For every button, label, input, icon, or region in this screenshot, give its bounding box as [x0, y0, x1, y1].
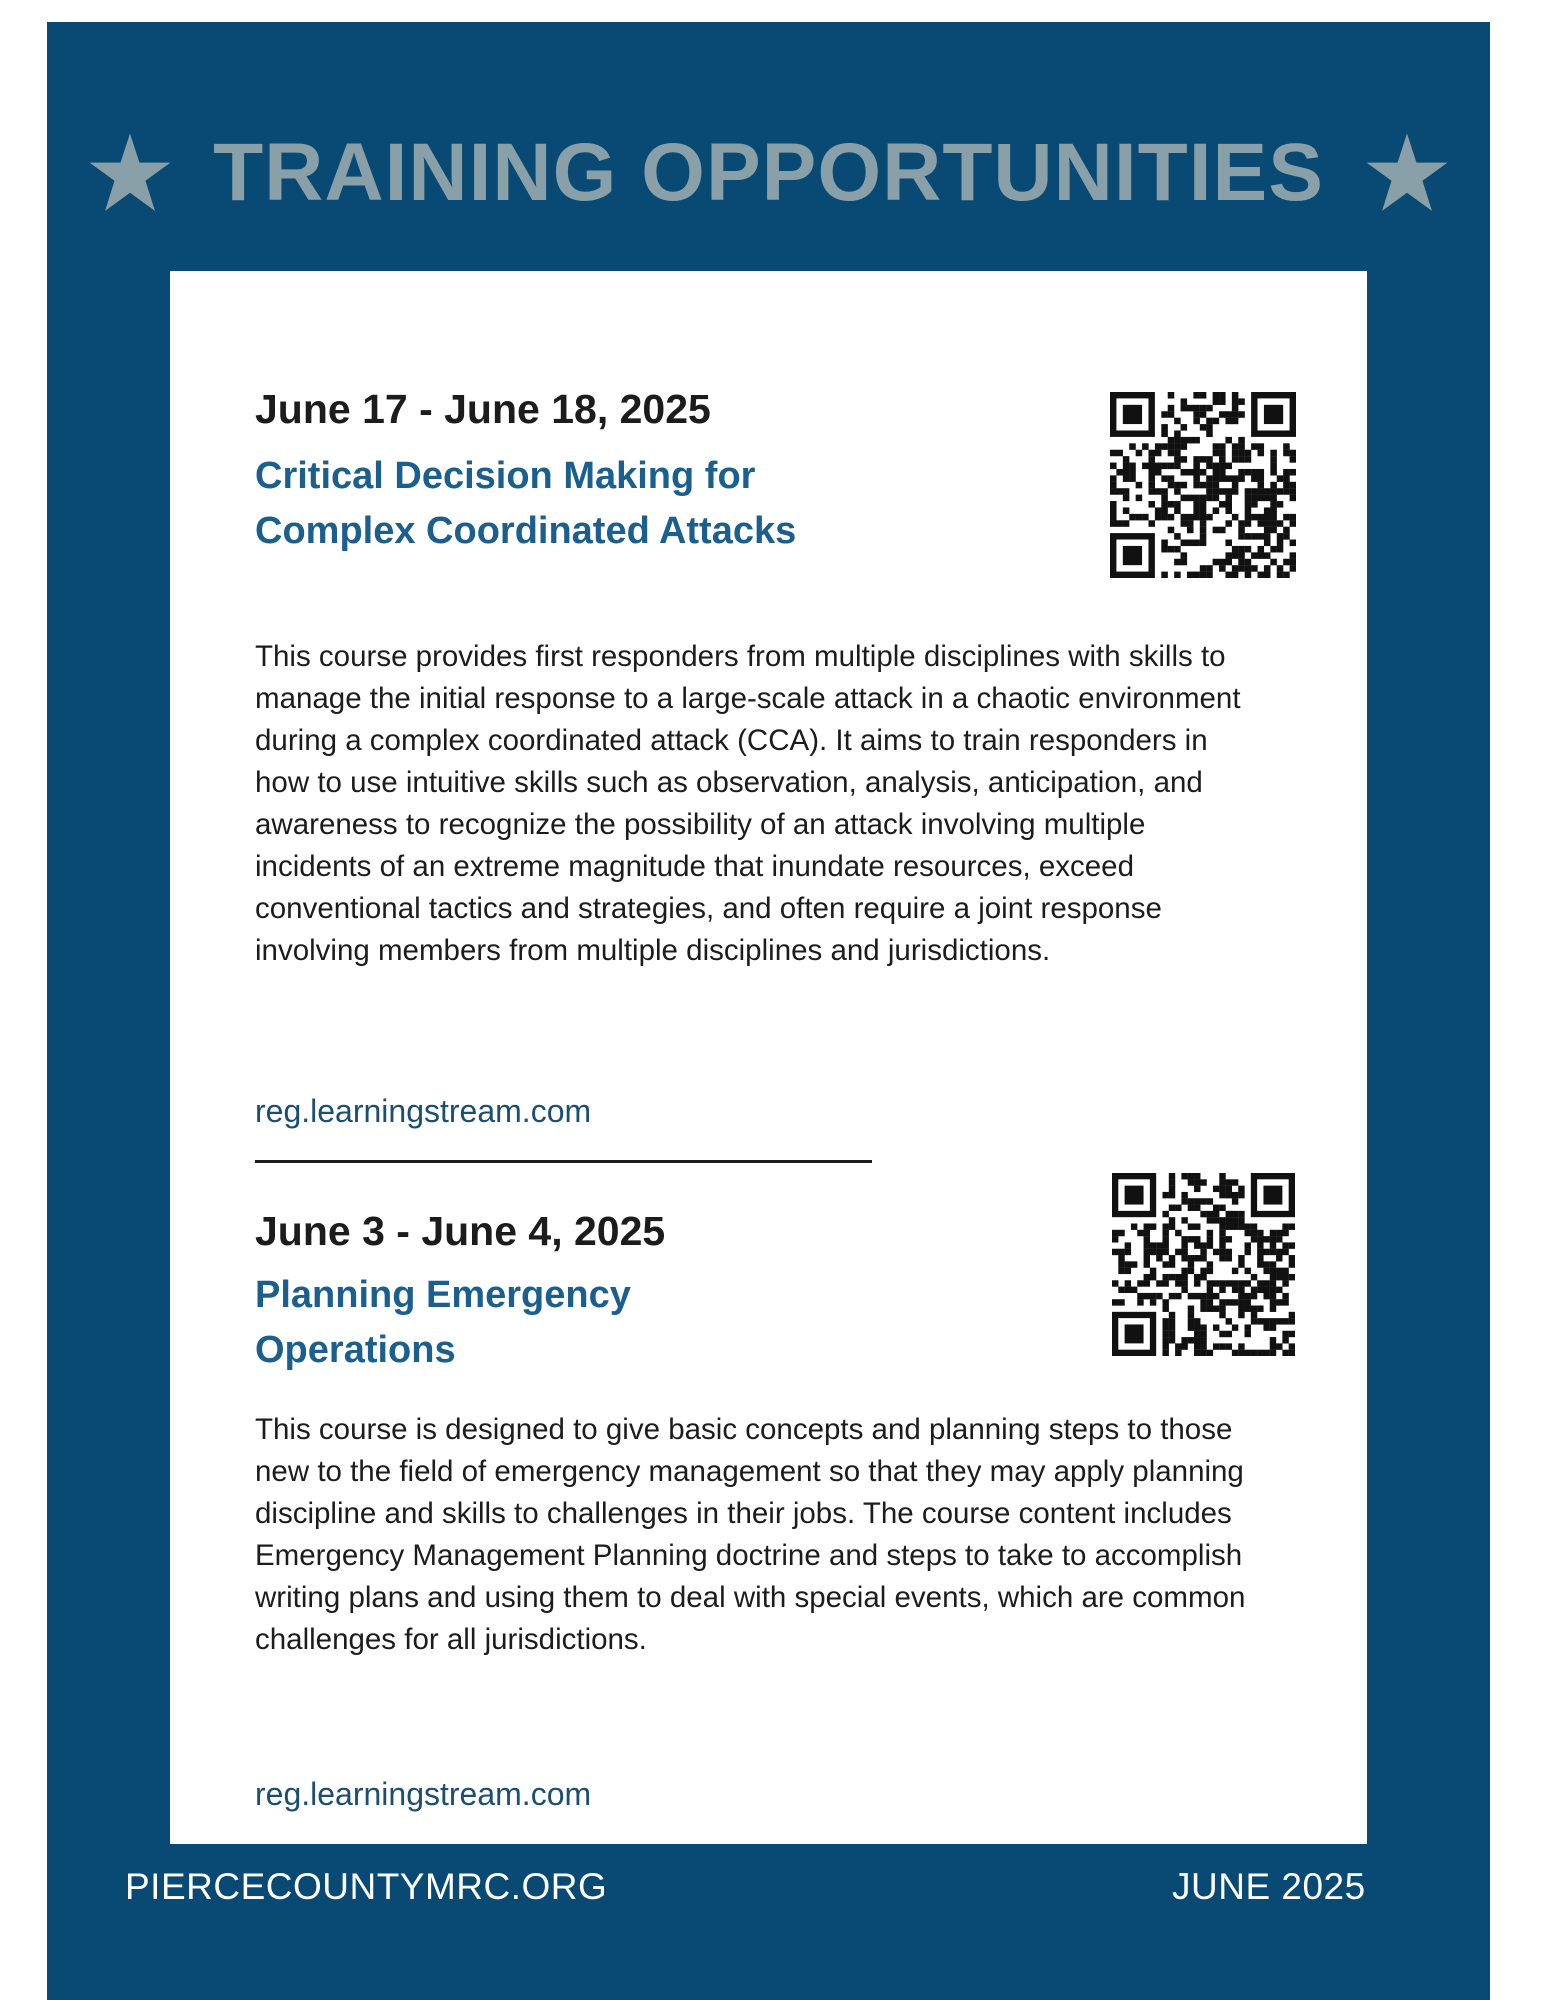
page-title: TRAINING OPPORTUNITIES: [213, 127, 1324, 218]
website-url: PIERCECOUNTYMRC.ORG: [125, 1866, 608, 1907]
course-title: Planning Emergency Operations: [255, 1274, 631, 1371]
section-divider: [255, 1160, 872, 1163]
qr-code-icon[interactable]: [1112, 1173, 1295, 1356]
course-title: Critical Decision Making for Complex Coordinated Attacks: [255, 455, 797, 552]
course-description: This course is designed to give basic concepts and planning steps to those new to the field of emergency management so that they may apply planning discipline and skills to challenges in their jobs. The course content includes Emergency Management Planning doctrine and steps to take to accomplish writing plans and using them to deal with special events, which are common challenges for all jurisdictions.: [255, 1413, 1246, 1656]
course-date: June 3 - June 4, 2025: [255, 1208, 666, 1254]
registration-link[interactable]: reg.learningstream.com: [255, 1776, 592, 1812]
content-card: [170, 271, 1367, 1844]
registration-link[interactable]: reg.learningstream.com: [255, 1093, 592, 1129]
issue-date: JUNE 2025: [1172, 1866, 1366, 1907]
course-description: This course provides first responders from multiple disciplines with skills to manage the initial response to a large-scale attack in a chaotic environment during a complex coordinated attack (CCA). It aims to train responders in how to use intuitive skills such as observation, analysis, anticipation, and awareness to recognize the possibility of an attack involving multiple incidents of an extreme magnitude that inundate resources, exceed conventional tactics and strategies, and often require a joint response involving members from multiple disciplines and jurisdictions.: [255, 640, 1241, 967]
qr-code-icon[interactable]: [1110, 392, 1296, 578]
flyer-frame: [47, 22, 1490, 2000]
header: [47, 118, 1490, 228]
star-icon: [87, 130, 173, 216]
star-icon: [1364, 130, 1450, 216]
course-date: June 17 - June 18, 2025: [255, 386, 711, 432]
